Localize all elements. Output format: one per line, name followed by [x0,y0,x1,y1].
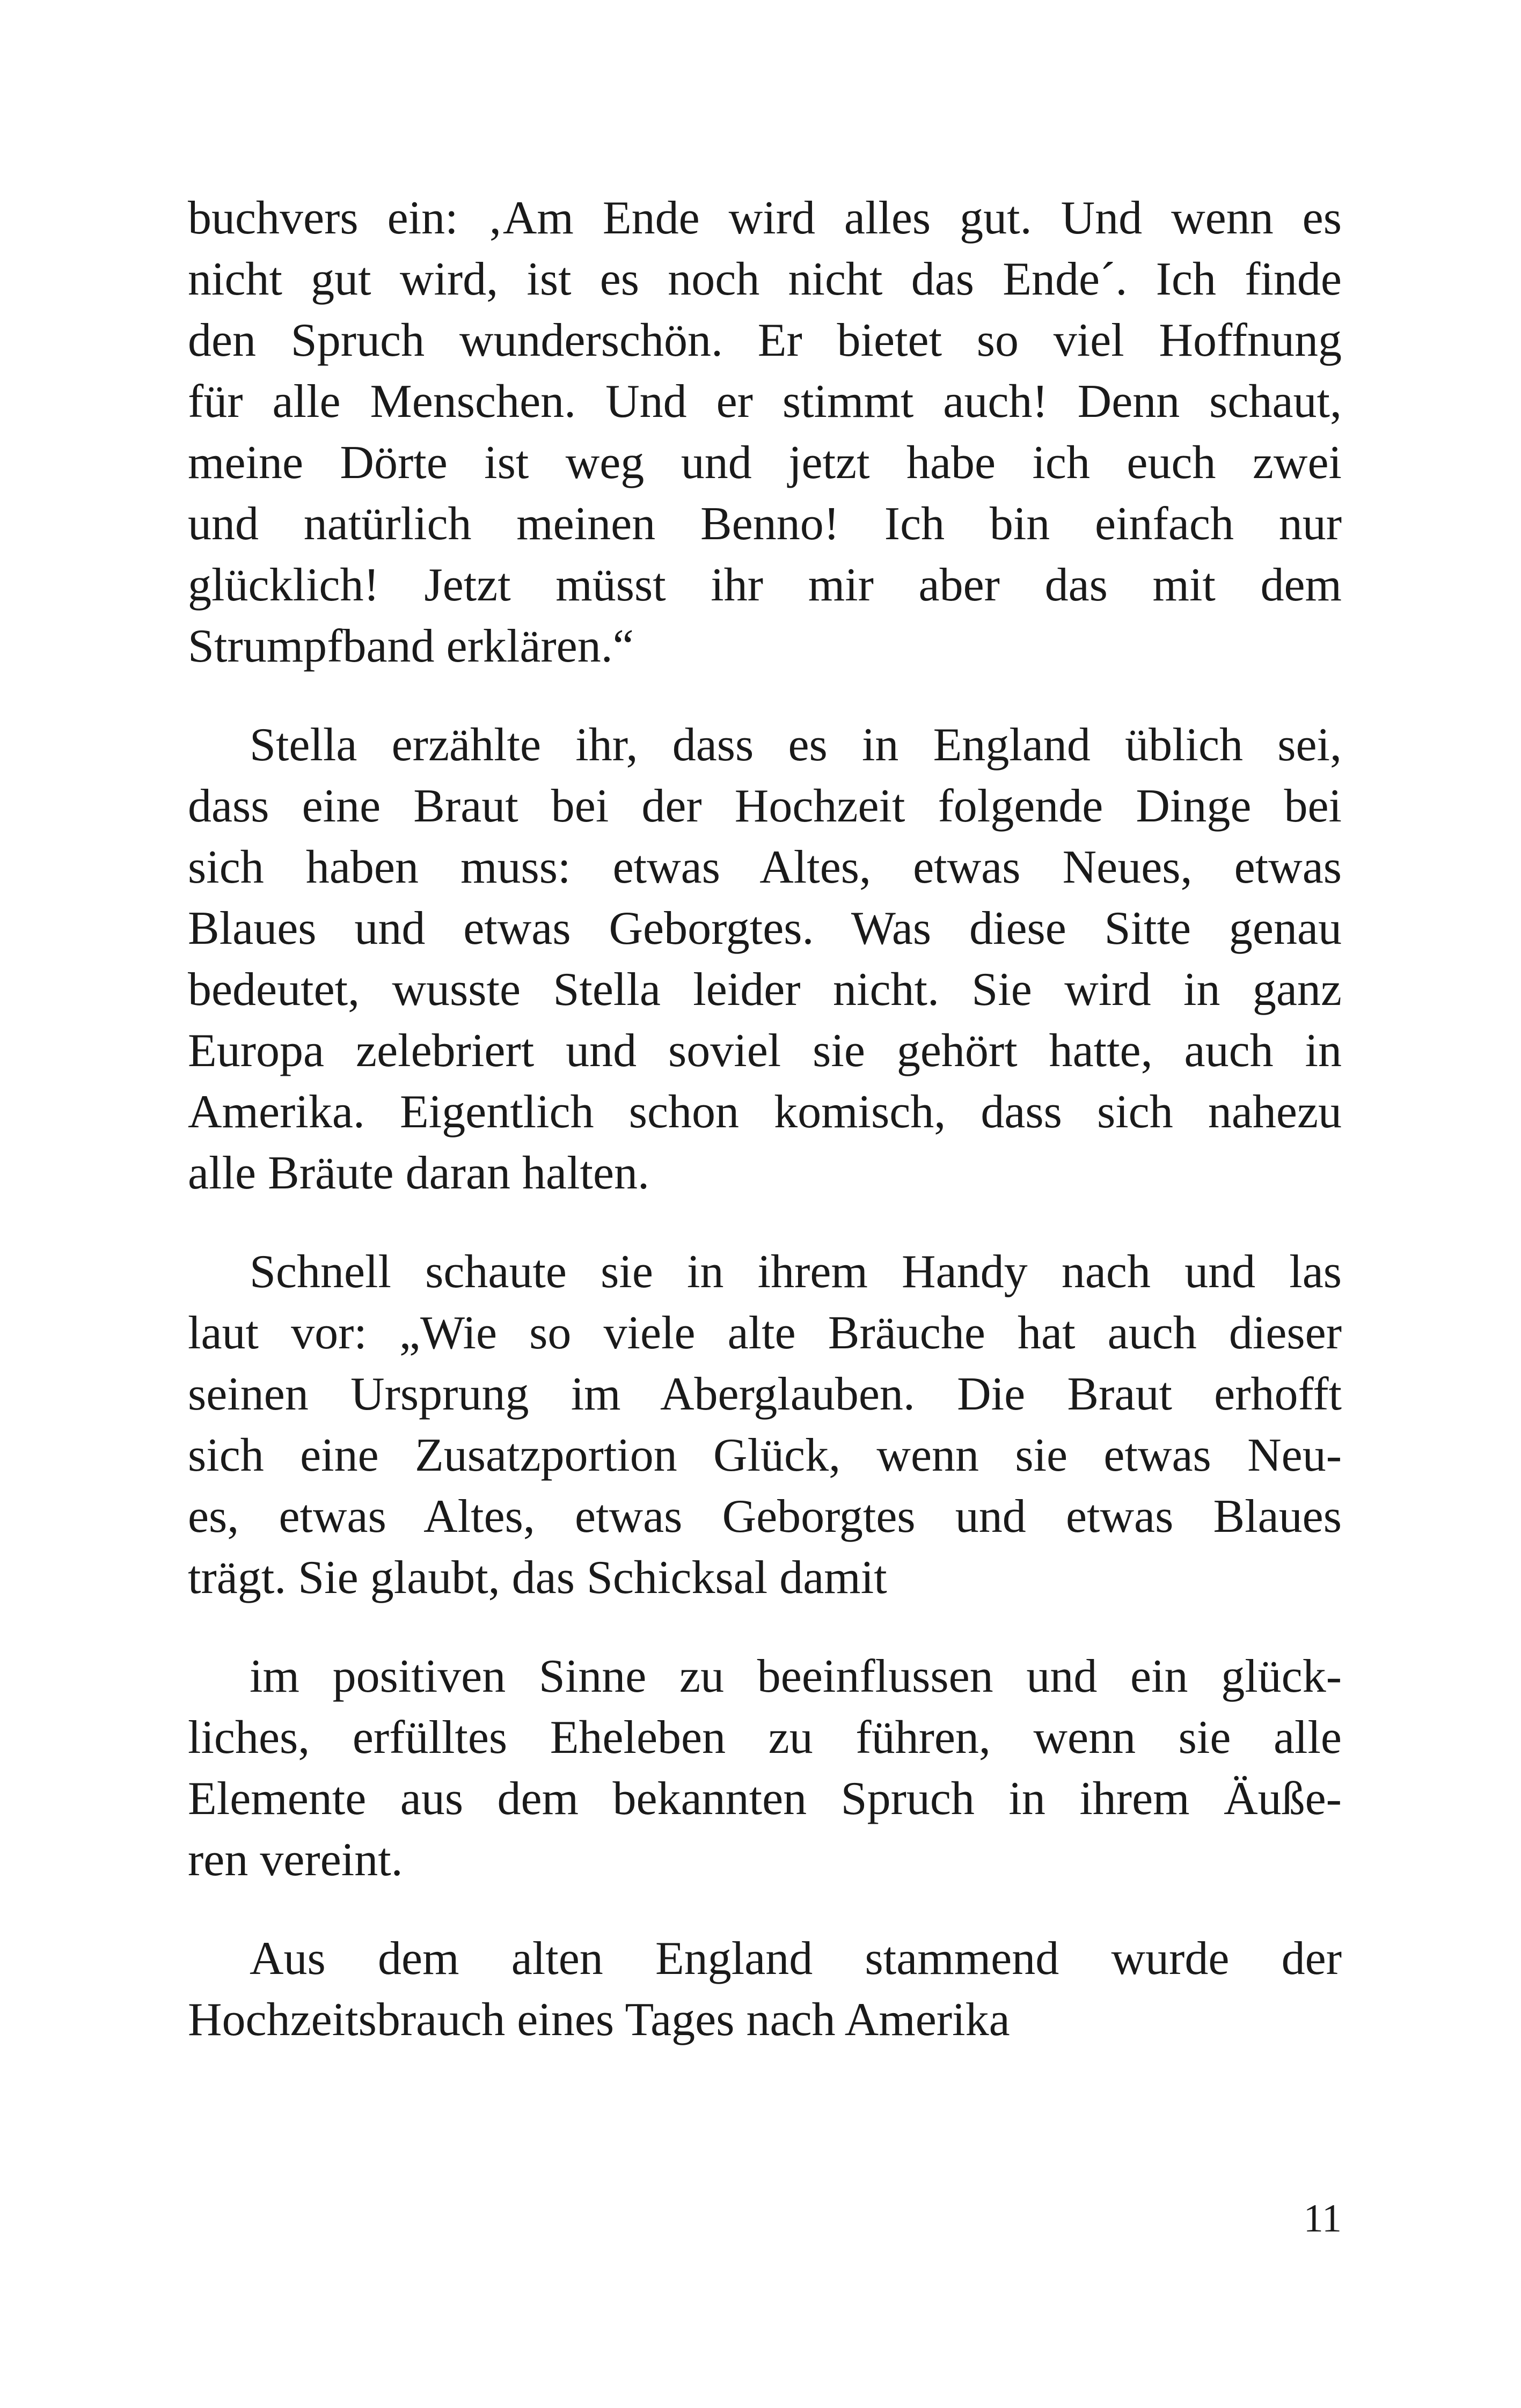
text-line: und natürlich meinen Benno! Ich bin einfach nur [188,498,1342,550]
text-line: bedeutet, wusste Stella leider nicht. Sie wird in ganz [188,964,1342,1016]
paragraph [188,1928,1342,2051]
text-line: Aus dem alten England stammend wurde der [250,1933,1342,1985]
body-text [188,188,1342,2088]
paragraph [188,188,1342,677]
text-line: für alle Menschen. Und er stimmt auch! Denn schaut, [188,376,1342,428]
text-line: Schnell schaute sie in ihrem Handy nach und las [250,1246,1342,1298]
paragraph [188,1242,1342,1609]
text-line: liches, erfülltes Eheleben zu führen, wenn sie alle [188,1712,1342,1764]
text-line: seinen Ursprung im Aberglauben. Die Braut erhofft [188,1368,1342,1420]
paragraph [188,1646,1342,1891]
text-line: es, etwas Altes, etwas Geborgtes und etwas Blaues [188,1491,1342,1543]
text-line: dass eine Braut bei der Hochzeit folgende Dinge bei [188,780,1342,832]
text-line: sich haben muss: etwas Altes, etwas Neues, etwas [188,841,1342,893]
text-line: glücklich! Jetzt müsst ihr mir aber das mit dem [188,559,1342,611]
text-line: Strumpfband erklären.“ [188,620,634,672]
text-line: buchvers ein: ‚Am Ende wird alles gut. Und wenn es [188,192,1342,244]
text-line: Europa zelebriert und soviel sie gehört hatte, auch in [188,1025,1342,1077]
text-line: nicht gut wird, ist es noch nicht das Ende´. Ich finde [188,253,1342,305]
text-line: ren vereint. [188,1834,403,1886]
text-line: Hochzeitsbrauch eines Tages nach Amerika [188,1994,1010,2046]
text-line: meine Dörte ist weg und jetzt habe ich euch zwei [188,437,1342,489]
text-line: Elemente aus dem bekannten Spruch in ihrem Äuße- [188,1773,1342,1825]
text-line: sich eine Zusatzportion Glück, wenn sie etwas Neu- [188,1429,1342,1481]
text-line: Blaues und etwas Geborgtes. Was diese Sitte genau [188,902,1342,955]
text-line: laut vor: „Wie so viele alte Bräuche hat auch dieser [188,1307,1342,1359]
text-line: alle Bräute daran halten. [188,1147,650,1199]
text-line: den Spruch wunderschön. Er bietet so viel Hoffnung [188,314,1342,366]
text-line: trägt. Sie glaubt, das Schicksal damit [188,1552,887,1604]
text-line: im positiven Sinne zu beeinflussen und ein glück- [250,1650,1342,1702]
paragraph [188,715,1342,1204]
page-number: 11 [1303,2197,1342,2241]
text-line: Amerika. Eigentlich schon komisch, dass sich nahezu [188,1086,1342,1138]
text-line: Stella erzählte ihr, dass es in England üblich sei, [250,719,1342,771]
